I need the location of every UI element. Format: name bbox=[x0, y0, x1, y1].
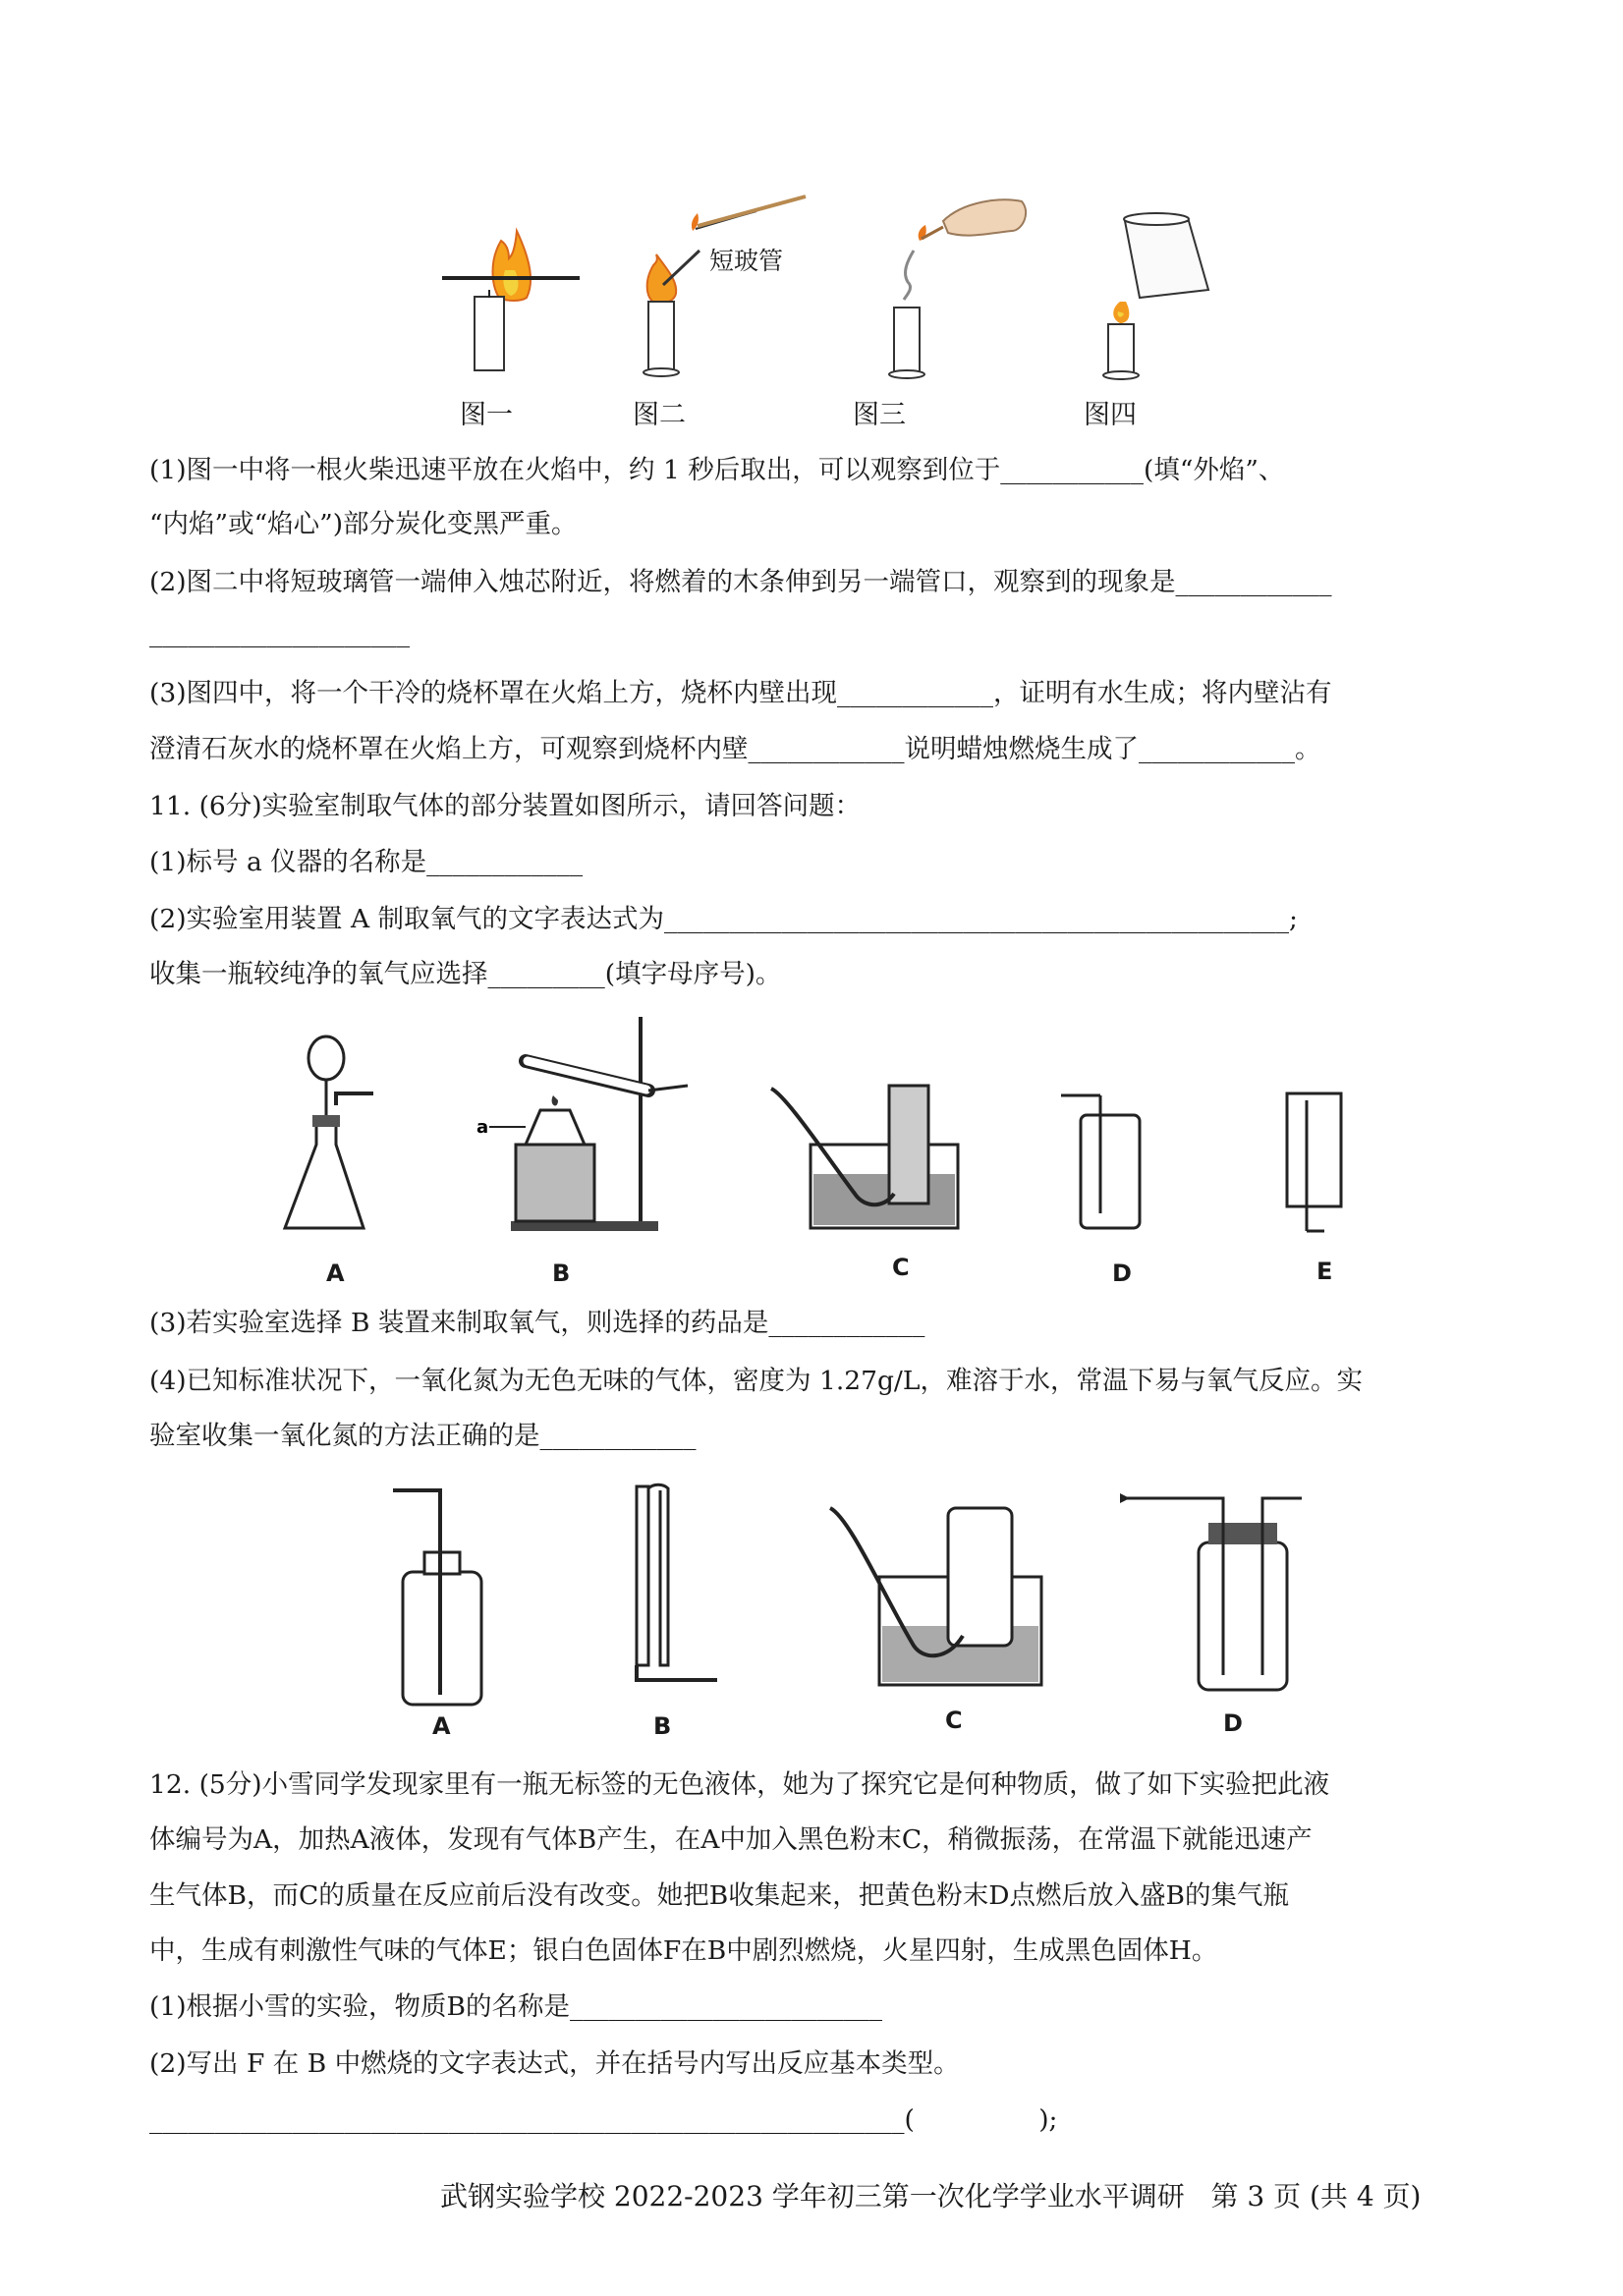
caption-fig-3: 图三 bbox=[853, 400, 906, 430]
q11-part2-line2: 收集一瓶较纯净的氧气应选择_________(填字母序号)。 bbox=[149, 959, 782, 989]
q12-line2: 体编号为A，加热A液体，发现有气体B产生，在A中加入黑色粉末C，稍微振荡，在常温下就能迅速产 bbox=[149, 1824, 1313, 1855]
q10-part3-line1: (3)图四中，将一个干冷的烧杯罩在火焰上方，烧杯内壁出现____________，证明有水生成；将内壁沾有 bbox=[149, 678, 1332, 708]
q11-part3: (3)若实验室选择 B 装置来制取氧气，则选择的药品是____________ bbox=[149, 1308, 925, 1338]
collect-d-bottle bbox=[1120, 1493, 1302, 1690]
apparatus-b-heating bbox=[476, 1017, 688, 1231]
collect-a-bottle bbox=[393, 1490, 481, 1705]
caption-fig-2: 图二 bbox=[633, 400, 686, 430]
candle-fig-1 bbox=[442, 231, 580, 370]
fig1-label-b: B bbox=[552, 1260, 571, 1287]
q11-part2-line1: (2)实验室用装置 A 制取氧气的文字表达式为________________________________________________; bbox=[149, 904, 1298, 934]
q11-part4-line1: (4)已知标准状况下，一氧化氮为无色无味的气体，密度为 1.27g/L，难溶于水，常温下易与氧气反应。实 bbox=[149, 1366, 1363, 1396]
apparatus-figure-2 bbox=[383, 1479, 1316, 1714]
apparatus-d-bottle bbox=[1061, 1095, 1140, 1228]
collect-c-trough bbox=[830, 1508, 1041, 1685]
collect-b-tube bbox=[637, 1484, 717, 1680]
fig2-label-a: A bbox=[432, 1712, 451, 1740]
q11-intro: 11. (6分)实验室制取气体的部分装置如图所示，请回答问题： bbox=[149, 791, 862, 821]
page-footer: 武钢实验学校 2022-2023 学年初三第一次化学学业水平调研 第 3 页 (共 4 页) bbox=[440, 2180, 1422, 2212]
q12-line4: 中，生成有刺激性气味的气体E；银白色固体F在B中剧烈燃烧，火星四射，生成黑色固体H。 bbox=[149, 1935, 1218, 1966]
q10-part2-line1: (2)图二中将短玻璃管一端伸入烛芯附近，将燃着的木条伸到另一端管口，观察到的现象是____________ bbox=[149, 567, 1332, 597]
caption-fig-1: 图一 bbox=[460, 400, 513, 430]
q12-part2: (2)写出 F 在 B 中燃烧的文字表达式，并在括号内写出反应基本类型。 bbox=[149, 2048, 960, 2079]
fig2-label-d: D bbox=[1223, 1709, 1243, 1737]
q12-part1: (1)根据小雪的实验，物质B的名称是________________________ bbox=[149, 1991, 883, 2022]
q12-line3: 生气体B，而C的质量在反应前后没有改变。她把B收集起来，把黄色粉末D点燃后放入盛B的集气瓶 bbox=[149, 1880, 1289, 1911]
q10-part3-line2: 澄清石灰水的烧杯罩在火焰上方，可观察到烧杯内壁____________说明蜡烛燃烧生成了____________。 bbox=[149, 734, 1321, 764]
apparatus-figure-1 bbox=[275, 1007, 1375, 1253]
q12-line1: 12. (5分)小雪同学发现家里有一瓶无标签的无色液体，她为了探究它是何种物质，做了如下实验把此液 bbox=[149, 1769, 1330, 1800]
fig1-label-e: E bbox=[1316, 1258, 1333, 1285]
fig1-label-c: C bbox=[892, 1254, 910, 1281]
tube-label: 短玻管 bbox=[709, 247, 784, 275]
apparatus-c-trough bbox=[771, 1086, 958, 1228]
candle-experiment-figure bbox=[432, 192, 1179, 388]
fig1-label-a: A bbox=[326, 1260, 345, 1287]
label-a-mark: a bbox=[476, 1117, 489, 1138]
q12-part2-blank: __________________________________________________________( ); bbox=[149, 2104, 1058, 2135]
q10-part1-line1: (1)图一中将一根火柴迅速平放在火焰中，约 1 秒后取出，可以观察到位于___________(填“外焰”、 bbox=[149, 455, 1285, 485]
candle-fig-2 bbox=[644, 196, 806, 376]
apparatus-a-flask bbox=[285, 1036, 373, 1228]
q10-part2-line2: ____________________ bbox=[149, 618, 410, 648]
candle-fig-3 bbox=[889, 199, 1026, 378]
fig2-label-c: C bbox=[945, 1707, 963, 1734]
fig2-label-b: B bbox=[653, 1712, 672, 1740]
caption-fig-4: 图四 bbox=[1084, 400, 1137, 430]
fig1-label-d: D bbox=[1112, 1260, 1132, 1287]
apparatus-e-bottle bbox=[1287, 1093, 1341, 1231]
q11-part4-line2: 验室收集一氧化氮的方法正确的是____________ bbox=[149, 1421, 697, 1451]
candle-fig-4 bbox=[1103, 213, 1208, 379]
q10-part1-line2: “内焰”或“焰心”)部分炭化变黑严重。 bbox=[149, 509, 578, 539]
q11-part1: (1)标号 a 仪器的名称是____________ bbox=[149, 847, 584, 877]
